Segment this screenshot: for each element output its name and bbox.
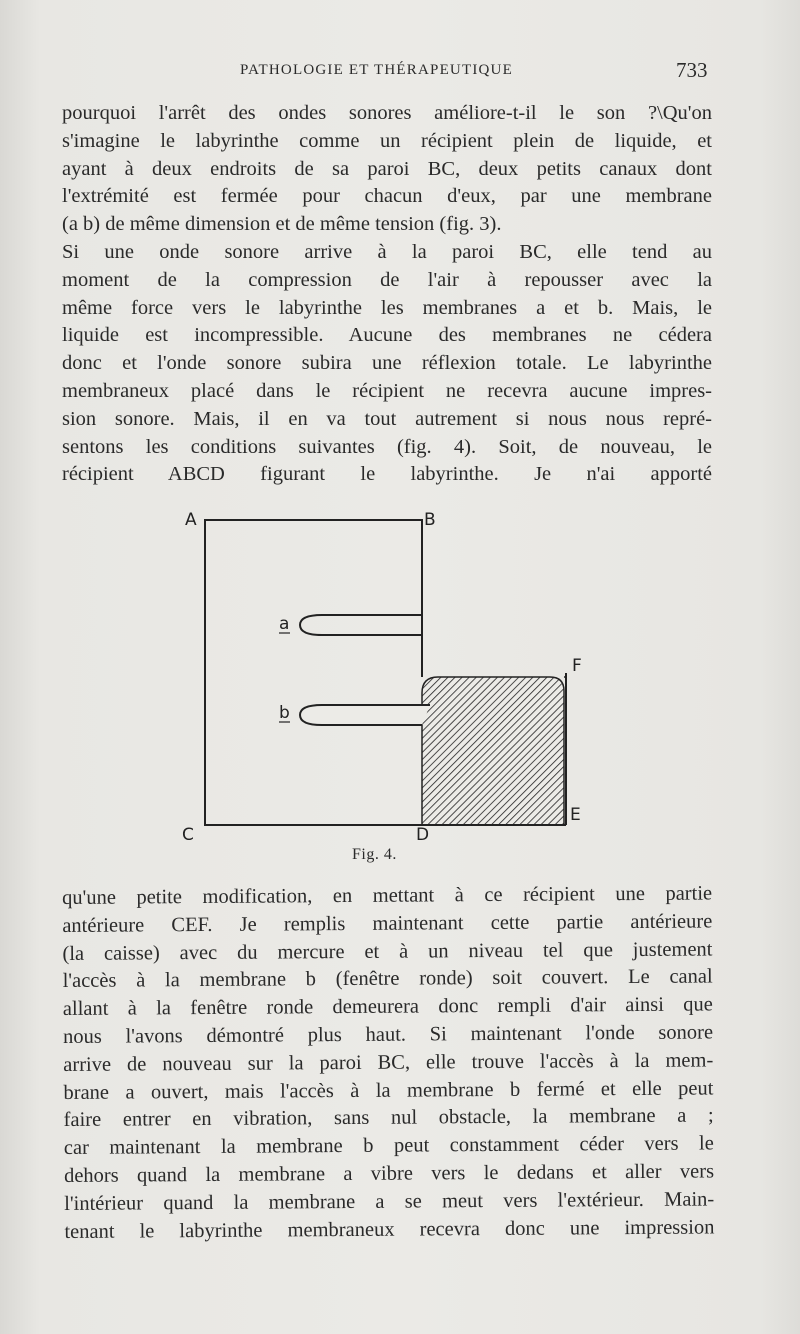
text-line: allant à la fenêtre ronde demeurera donc rempli d'air ainsi que [62,993,713,1021]
text-block-bottom [62,880,715,1246]
text-line: dehors quand la membrane a vibre vers le dedans et aller vers [63,1160,715,1187]
text-line: l'intérieur quand la membrane a se meut vers l'extérieur. Main- [64,1188,715,1215]
label-a-corner: A [185,510,197,530]
label-d-corner: D [416,825,430,845]
text-line: l'accès à la membrane b (fenêtre ronde) soit couvert. Le canal [62,965,713,993]
text-line: donc et l'onde sonore subira une réflexion totale. Le labyrinthe [62,352,712,375]
label-f-corner: F [572,656,582,676]
text-line: récipient ABCD figurant le labyrinthe. Je n'ai apporté [62,463,712,486]
figure-4-diagram [170,495,620,880]
text-line: même force vers le labyrinthe les membranes a et b. Mais, le [62,296,712,319]
text-line: pourquoi l'arrêt des ondes sonores améliore-t-il le son ?\Qu'on [62,102,712,124]
text-line: qu'une petite modification, en mettant à ce récipient une partie [62,882,713,909]
text-line: s'imagine le labyrinthe comme un récipient plein de liquide, et [62,129,712,152]
running-header [0,58,800,88]
figure-caption: Fig. 4. [352,846,397,863]
label-membrane-b: b [279,703,290,723]
text-line: brane a ouvert, mais l'accès à la membrane b fermé et elle peut [63,1077,714,1104]
text-line: sentons les conditions suivantes (fig. 4). Soit, de nouveau, le [62,435,712,458]
text-line: moment de la compression de l'air à repousser avec la [62,268,712,291]
text-line: ayant à deux endroits de sa paroi BC, deux petits canaux dont [62,157,712,180]
canal-b [300,705,430,725]
label-b-corner: B [424,510,436,530]
text-line: arrive de nouveau sur la paroi BC, elle trouve l'accès à la mem- [63,1049,714,1076]
mercury-chamber [422,677,564,825]
text-line: antérieure CEF. Je remplis maintenant cette partie antérieure [62,910,713,937]
text-line: membraneux placé dans le récipient ne recevra aucune impres- [62,379,712,402]
text-line: l'extrémité est fermée pour chacun d'eux, par une membrane [62,185,712,208]
text-line: sion sonore. Mais, il en va tout autrement si nous nous repré- [62,407,712,430]
text-line: car maintenant la membrane b peut constamment céder vers le [63,1132,714,1160]
text-line: liquide est incompressible. Aucune des membranes ne cédera [62,324,712,347]
label-e-corner: E [570,805,581,825]
running-title: PATHOLOGIE ET THÉRAPEUTIQUE [240,62,513,78]
text-block-top [62,100,712,489]
page-number: 733 [676,58,708,82]
text-line: faire entrer en vibration, sans nul obstacle, la membrane a ; [63,1104,714,1132]
text-line: (la caisse) avec du mercure et à un niveau tel que justement [62,938,713,965]
text-line: tenant le labyrinthe membraneux recevra donc une impression [64,1216,715,1243]
text-line: nous l'avons démontré plus haut. Si maintenant l'onde sonore [62,1021,714,1048]
text-line: (a b) de même dimension et de même tension (fig. 3). [62,213,502,236]
label-c-corner: C [182,825,194,845]
text-line: Si une onde sonore arrive à la paroi BC, elle tend au [62,240,712,263]
label-membrane-a: a [279,614,290,634]
